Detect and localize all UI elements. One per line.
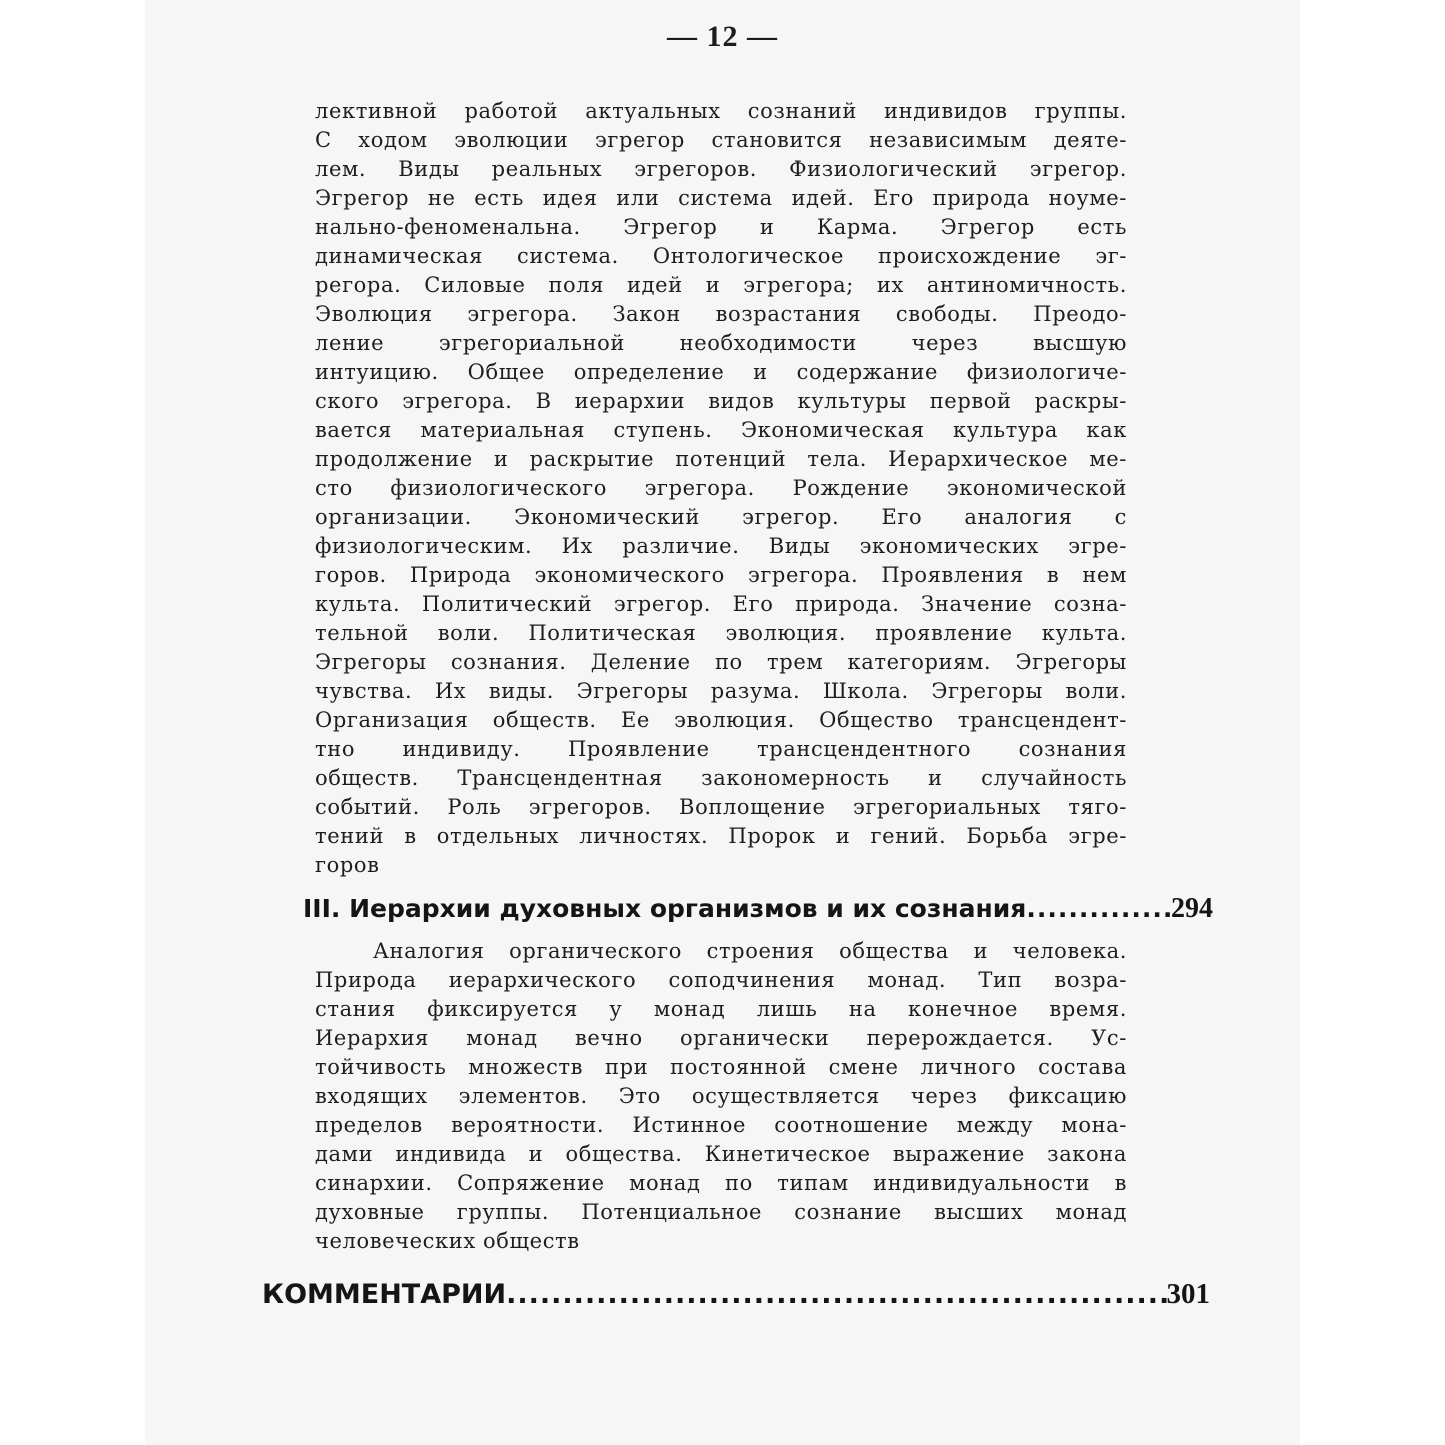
text-line: стания фиксируется у монад лишь на конечное время.	[315, 997, 1127, 1021]
toc-entry-page: 301	[1166, 1278, 1210, 1310]
text-line: регора. Силовые поля идей и эгрегора; их антиномичность.	[315, 273, 1127, 297]
text-line: пределов вероятности. Истинное соотношение между мона-	[315, 1113, 1127, 1137]
text-line: Организация обществ. Ее эволюция. Общество трансцендент-	[315, 708, 1127, 732]
text-line: тений в отдельных личностях. Пророк и гений. Борьба эгре-	[315, 824, 1127, 848]
text-line: дами индивида и общества. Кинетическое выражение закона	[315, 1142, 1127, 1166]
text-line: тно индивиду. Проявление трансцендентного сознания	[315, 737, 1127, 761]
text-line: событий. Роль эгрегоров. Воплощение эгрегориальных тяго-	[315, 795, 1127, 819]
text-line: ление эгрегориальной необходимости через высшую	[315, 331, 1127, 355]
text-line: лективной работой актуальных сознаний индивидов группы.	[315, 99, 1127, 123]
toc-dot-leader	[506, 1279, 1166, 1310]
toc-entry-page: 294	[1171, 893, 1213, 924]
text-line: чувства. Их виды. Эгрегоры разума. Школа. Эгрегоры воли.	[315, 679, 1127, 703]
text-line: лем. Виды реальных эгрегоров. Физиологический эгрегор.	[315, 157, 1127, 181]
text-line: физиологическим. Их различие. Виды экономических эгре-	[315, 534, 1127, 558]
text-line: горов. Природа экономического эгрегора. Проявления в нем	[315, 563, 1127, 587]
toc-dot-leader	[1026, 894, 1171, 923]
text-line: обществ. Трансцендентная закономерность и случайность	[315, 766, 1127, 790]
text-line: Аналогия органического строения общества и человека.	[373, 939, 1127, 963]
text-line: С ходом эволюции эгрегор становится независимым деяте-	[315, 128, 1127, 152]
toc-entry-section-3	[303, 893, 1213, 925]
text-line: Эгрегор не есть идея или система идей. Его природа ноуме-	[315, 186, 1127, 210]
text-line: продолжение и раскрытие потенций тела. Иерархическое ме-	[315, 447, 1127, 471]
text-line: сто физиологического эгрегора. Рождение экономической	[315, 476, 1127, 500]
text-line: синархии. Сопряжение монад по типам индивидуальности в	[315, 1171, 1127, 1195]
section-3-summary	[315, 937, 1127, 1256]
page-number: — 12 —	[667, 20, 778, 53]
text-line: горов	[315, 853, 380, 877]
section-2-summary	[315, 97, 1127, 880]
text-line: ского эгрегора. В иерархии видов культуры первой раскры-	[315, 389, 1127, 413]
text-line: духовные группы. Потенциальное сознание высших монад	[315, 1200, 1127, 1224]
text-line: входящих элементов. Это осуществляется через фиксацию	[315, 1084, 1127, 1108]
text-line: Природа иерархического соподчинения монад. Тип возра-	[315, 968, 1127, 992]
text-line: интуицию. Общее определение и содержание физиологиче-	[315, 360, 1127, 384]
toc-entry-title: КОММЕНТАРИИ	[262, 1279, 507, 1310]
text-line: человеческих обществ	[315, 1229, 580, 1253]
text-line: динамическая система. Онтологическое происхождение эг-	[315, 244, 1127, 268]
text-line: вается материальная ступень. Экономическая культура как	[315, 418, 1127, 442]
text-line: Иерархия монад вечно органически перерождается. Ус-	[315, 1026, 1127, 1050]
text-line: тойчивость множеств при постоянной смене личного состава	[315, 1055, 1127, 1079]
text-line: Эгрегоры сознания. Деление по трем категориям. Эгрегоры	[315, 650, 1127, 674]
text-line: Эволюция эгрегора. Закон возрастания свободы. Преодо-	[315, 302, 1127, 326]
toc-entry-comments	[262, 1278, 1210, 1311]
text-line: культа. Политический эгрегор. Его природа. Значение созна-	[315, 592, 1127, 616]
toc-entry-title: III. Иерархии духовных организмов и их сознания	[303, 894, 1027, 923]
text-line: организации. Экономический эгрегор. Его аналогия с	[315, 505, 1127, 529]
text-line: нально-феноменальна. Эгрегор и Карма. Эгрегор есть	[315, 215, 1127, 239]
text-line: тельной воли. Политическая эволюция. проявление культа.	[315, 621, 1127, 645]
